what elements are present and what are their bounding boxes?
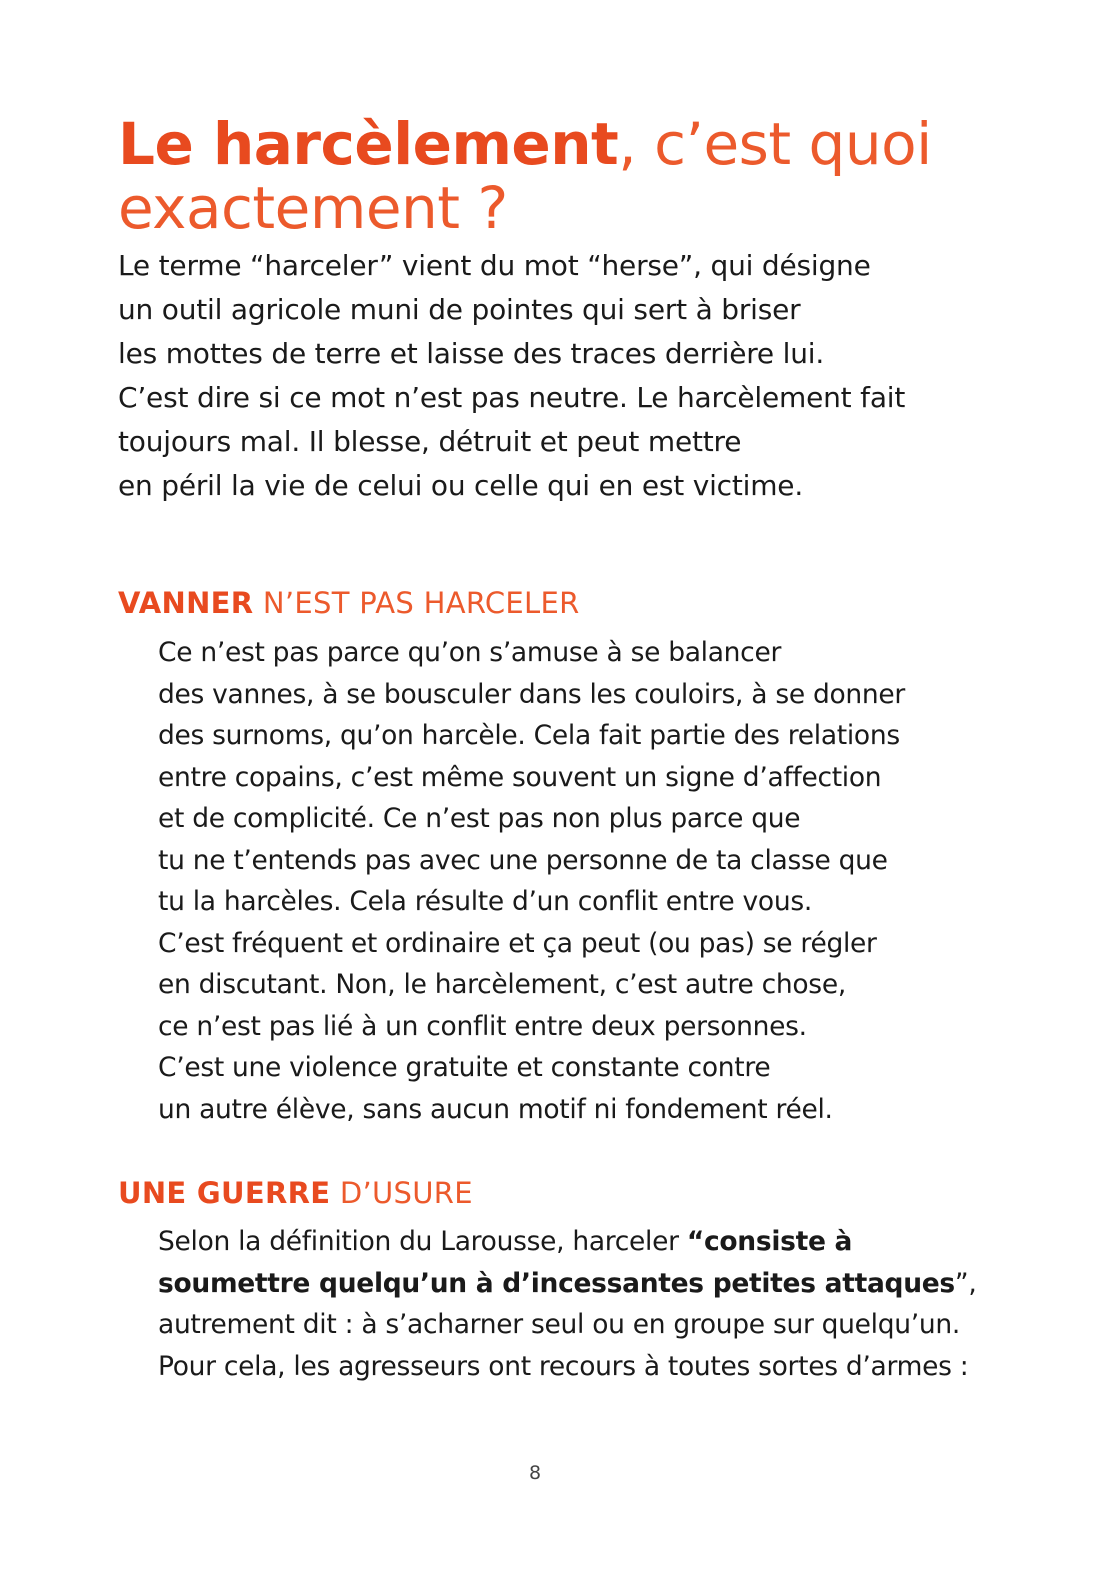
paragraph-line: autrement dit : à s’acharner seul ou en groupe sur quelqu’un.: [158, 1309, 960, 1340]
intro-line: toujours mal. Il blesse, détruit et peut mettre: [118, 425, 742, 458]
quote-strong: soumettre quelqu’un à d’incessantes petites attaques: [158, 1267, 955, 1299]
paragraph-line: Ce n’est pas parce qu’on s’amuse à se balancer: [158, 637, 782, 668]
section-heading-guerre: [118, 1175, 473, 1211]
paragraph-line: tu ne t’entends pas avec une personne de ta classe que: [158, 844, 888, 876]
intro-line: les mottes de terre et laisse des traces derrière lui.: [118, 337, 825, 370]
section-paragraph-vanner: [158, 632, 998, 1130]
paragraph-line: C’est fréquent et ordinaire et ça peut (ou pas) se régler: [158, 927, 877, 959]
page-number: 8: [528, 1462, 542, 1484]
intro-line: C’est dire si ce mot n’est pas neutre. Le harcèlement fait: [118, 381, 906, 414]
paragraph-line: Pour cela, les agresseurs ont recours à toutes sortes d’armes :: [158, 1350, 969, 1382]
paragraph-line: ce n’est pas lié à un conflit entre deux personnes.: [158, 1010, 807, 1042]
paragraph-line: entre copains, c’est même souvent un signe d’affection: [158, 761, 882, 793]
quote-strong: “consiste à: [686, 1226, 853, 1257]
section-heading-light: N’EST PAS HARCELER: [253, 586, 580, 620]
paragraph-line: des surnoms, qu’on harcèle. Cela fait partie des relations: [158, 720, 900, 751]
intro-line: un outil agricole muni de pointes qui sert à briser: [118, 293, 801, 326]
page-title-light-2: exactement ?: [118, 174, 508, 242]
page-title-light-1: , c’est quoi: [618, 110, 932, 178]
intro-line: Le terme “harceler” vient du mot “herse”, qui désigne: [118, 249, 871, 282]
paragraph-line: [158, 1263, 998, 1305]
section-heading-bold: UNE GUERRE: [118, 1176, 331, 1210]
paragraph-line: C’est une violence gratuite et constante contre: [158, 1052, 771, 1083]
page-title: [118, 112, 1018, 240]
paragraph-line: des vannes, à se bousculer dans les couloirs, à se donner: [158, 678, 905, 710]
paragraph-line: en discutant. Non, le harcèlement, c’est autre chose,: [158, 969, 846, 1000]
section-heading-vanner: [118, 585, 580, 621]
paragraph-text: Selon la définition du Larousse, harceler: [158, 1226, 687, 1257]
paragraph-line: un autre élève, sans aucun motif ni fondement réel.: [158, 1093, 833, 1125]
paragraph-line: et de complicité. Ce n’est pas non plus parce que: [158, 803, 801, 834]
section-heading-light: D’USURE: [330, 1176, 473, 1210]
paragraph-text: ”,: [954, 1267, 977, 1299]
page-title-bold: Le harcèlement: [118, 110, 619, 178]
section-paragraph-guerre: [158, 1221, 998, 1387]
section-heading-bold: VANNER: [118, 586, 254, 620]
paragraph-line: tu la harcèles. Cela résulte d’un conflit entre vous.: [158, 886, 812, 917]
intro-line: en péril la vie de celui ou celle qui en est victime.: [118, 469, 804, 502]
intro-paragraph: [118, 244, 988, 508]
paragraph-line: [158, 1221, 998, 1263]
